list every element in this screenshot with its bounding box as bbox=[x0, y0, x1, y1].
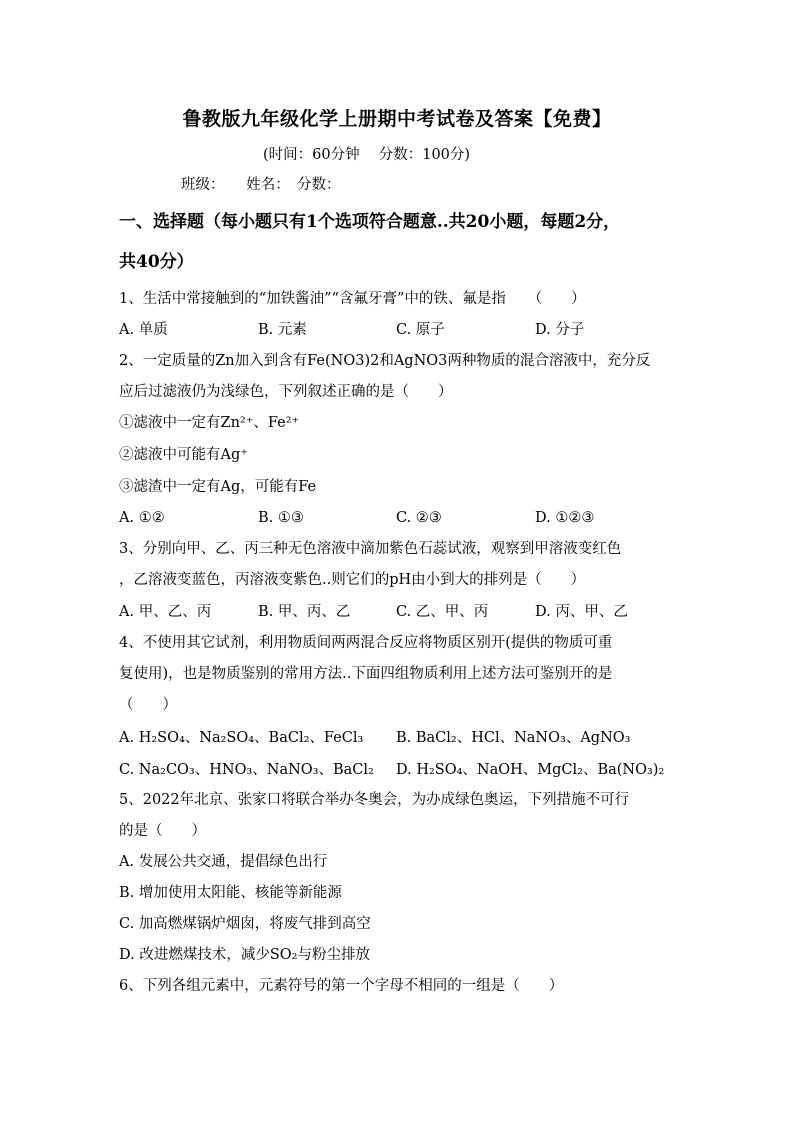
q1-option-c: C. 原子 bbox=[396, 322, 445, 338]
q3-option-c: C. 乙、甲、丙 bbox=[396, 604, 489, 620]
q3-option-b: B. 甲、丙、乙 bbox=[258, 604, 351, 620]
q5-option-d: D. 改进燃煤技术，减少SO₂与粉尘排放 bbox=[119, 947, 370, 963]
q2-statement-1: ①滤液中一定有Zn²⁺、Fe²⁺ bbox=[119, 415, 300, 431]
exam-title: 鲁教版九年级化学上册期中考试卷及答案【免费】 bbox=[182, 108, 612, 130]
question-3-line2: ，乙溶液变蓝色，丙溶液变紫色..则它们的pH由小到大的排列是（ ） bbox=[119, 572, 586, 588]
q2-statement-3: ③滤渣中一定有Ag，可能有Fe bbox=[119, 479, 317, 495]
question-2-line1: 2、一定质量的Zn加入到含有Fe(NO3)2和AgNO3两种物质的混合溶液中，充分反 bbox=[119, 353, 651, 369]
q4-option-a: A. H₂SO₄、Na₂SO₄、BaCl₂、FeCl₃ bbox=[119, 730, 364, 746]
q3-option-a: A. 甲、乙、丙 bbox=[119, 604, 212, 620]
q1-option-b: B. 元素 bbox=[258, 322, 307, 338]
question-5-line2: 的是（ ） bbox=[119, 823, 206, 839]
student-info-line: 班级： 姓名： 分数： bbox=[181, 177, 341, 193]
q2-statement-2: ②滤液中可能有Ag⁺ bbox=[119, 447, 248, 463]
q4-option-c: C. Na₂CO₃、HNO₃、NaNO₃、BaCl₂ bbox=[119, 762, 374, 778]
q1-option-a: A. 单质 bbox=[119, 322, 168, 338]
section-heading-line2: 共40分） bbox=[119, 252, 194, 272]
question-3-line1: 3、分别向甲、乙、丙三种无色溶液中滴加紫色石蕊试液，观察到甲溶液变红色 bbox=[119, 541, 622, 557]
question-6-stem: 6、下列各组元素中，元素符号的第一个字母不相同的一组是（ ） bbox=[119, 978, 564, 994]
q5-option-c: C. 加高燃煤锅炉烟囱，将废气排到高空 bbox=[119, 916, 371, 932]
question-4-line3: （ ） bbox=[119, 697, 177, 713]
q2-option-a: A. ①② bbox=[119, 510, 165, 526]
question-5-line1: 5、2022年北京、张家口将联合举办冬奥会，为办成绿色奥运，下列措施不可行 bbox=[119, 792, 630, 808]
q2-option-c: C. ②③ bbox=[396, 510, 442, 526]
question-4-line1: 4、不使用其它试剂，利用物质间两两混合反应将物质区别开(提供的物质可重 bbox=[119, 635, 613, 651]
q5-option-b: B. 增加使用太阳能、核能等新能源 bbox=[119, 885, 342, 901]
q5-option-a: A. 发展公共交通，提倡绿色出行 bbox=[119, 854, 328, 870]
q3-option-d: D. 丙、甲、乙 bbox=[535, 604, 628, 620]
question-2-line2: 应后过滤液仍为浅绿色，下列叙述正确的是（ ） bbox=[119, 384, 453, 400]
time-score-line: (时间：60分钟 分数：100分) bbox=[263, 147, 471, 163]
question-4-line2: 复使用)，也是物质鉴别的常用方法..下面四组物质利用上述方法可鉴别开的是 bbox=[119, 666, 613, 682]
question-1-stem: 1、生活中常接触到的“加铁酱油”“含氟牙膏”中的铁、氟是指 （ ） bbox=[119, 291, 586, 307]
q4-option-d: D. H₂SO₄、NaOH、MgCl₂、Ba(NO₃)₂ bbox=[396, 762, 665, 778]
q4-option-b: B. BaCl₂、HCl、NaNO₃、AgNO₃ bbox=[396, 730, 631, 746]
q2-option-b: B. ①③ bbox=[258, 510, 304, 526]
section-heading-line1: 一、选择题（每小题只有1个选项符合题意..共20小题，每题2分， bbox=[119, 212, 621, 232]
q2-option-d: D. ①②③ bbox=[535, 510, 595, 526]
q1-option-d: D. 分子 bbox=[535, 322, 585, 338]
